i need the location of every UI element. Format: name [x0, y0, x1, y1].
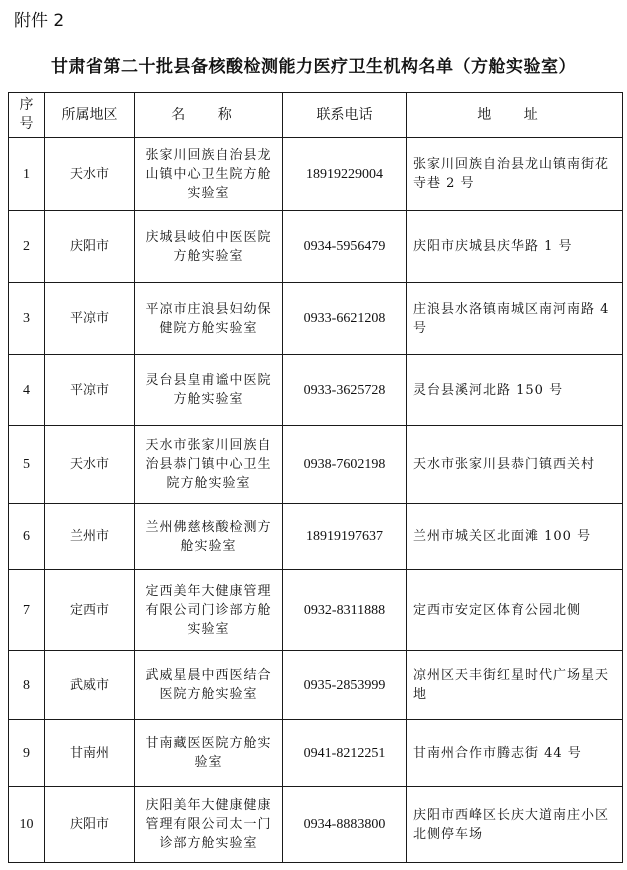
row-address: 庆阳市庆城县庆华路 1 号 [407, 211, 623, 283]
row-phone: 18919197637 [283, 504, 407, 570]
lab-list-table [8, 92, 623, 863]
row-address: 天水市张家川县恭门镇西关村 [407, 426, 623, 504]
row-phone: 0933-6621208 [283, 283, 407, 355]
table-row [9, 138, 623, 211]
row-no: 2 [9, 211, 45, 283]
table-row [9, 651, 623, 720]
row-region: 武威市 [45, 651, 135, 720]
row-name: 甘南藏医医院方舱实验室 [135, 720, 283, 787]
row-region: 天水市 [45, 138, 135, 211]
header-address: 地 址 [407, 93, 623, 138]
row-no: 9 [9, 720, 45, 787]
row-address: 定西市安定区体育公园北侧 [407, 570, 623, 651]
row-region: 庆阳市 [45, 787, 135, 863]
row-address: 甘南州合作市腾志街 44 号 [407, 720, 623, 787]
row-phone: 18919229004 [283, 138, 407, 211]
header-region: 所属地区 [45, 93, 135, 138]
row-no: 6 [9, 504, 45, 570]
row-address: 灵台县溪河北路 150 号 [407, 355, 623, 426]
row-name: 平凉市庄浪县妇幼保健院方舱实验室 [135, 283, 283, 355]
row-phone: 0932-8311888 [283, 570, 407, 651]
table-row [9, 283, 623, 355]
table-row [9, 570, 623, 651]
row-region: 平凉市 [45, 355, 135, 426]
row-region: 甘南州 [45, 720, 135, 787]
row-name: 灵台县皇甫谧中医院方舱实验室 [135, 355, 283, 426]
row-region: 庆阳市 [45, 211, 135, 283]
row-name: 兰州佛慈核酸检测方舱实验室 [135, 504, 283, 570]
row-no: 7 [9, 570, 45, 651]
row-address: 兰州市城关区北面滩 100 号 [407, 504, 623, 570]
table-row [9, 504, 623, 570]
row-no: 4 [9, 355, 45, 426]
row-no: 3 [9, 283, 45, 355]
header-no: 序号 [9, 93, 45, 138]
row-address: 庆阳市西峰区长庆大道南庄小区北侧停车场 [407, 787, 623, 863]
header-phone: 联系电话 [283, 93, 407, 138]
row-region: 平凉市 [45, 283, 135, 355]
table-row [9, 355, 623, 426]
row-no: 5 [9, 426, 45, 504]
row-region: 定西市 [45, 570, 135, 651]
row-phone: 0935-2853999 [283, 651, 407, 720]
row-address: 庄浪县水洛镇南城区南河南路 4 号 [407, 283, 623, 355]
row-name: 张家川回族自治县龙山镇中心卫生院方舱实验室 [135, 138, 283, 211]
table-row [9, 787, 623, 863]
row-region: 兰州市 [45, 504, 135, 570]
table-header-row [9, 93, 623, 138]
row-address: 张家川回族自治县龙山镇南街花寺巷 2 号 [407, 138, 623, 211]
row-name: 庆城县岐伯中医医院方舱实验室 [135, 211, 283, 283]
row-no: 10 [9, 787, 45, 863]
table-row [9, 211, 623, 283]
row-name: 定西美年大健康管理有限公司门诊部方舱实验室 [135, 570, 283, 651]
table-row [9, 426, 623, 504]
row-name: 天水市张家川回族自治县恭门镇中心卫生院方舱实验室 [135, 426, 283, 504]
row-phone: 0941-8212251 [283, 720, 407, 787]
row-phone: 0934-8883800 [283, 787, 407, 863]
row-name: 武威星晨中西医结合医院方舱实验室 [135, 651, 283, 720]
row-region: 天水市 [45, 426, 135, 504]
row-phone: 0933-3625728 [283, 355, 407, 426]
row-name: 庆阳美年大健康健康管理有限公司太一门诊部方舱实验室 [135, 787, 283, 863]
header-name: 名 称 [135, 93, 283, 138]
document-title: 甘肃省第二十批县备核酸检测能力医疗卫生机构名单（方舱实验室） [51, 57, 576, 77]
row-phone: 0938-7602198 [283, 426, 407, 504]
row-phone: 0934-5956479 [283, 211, 407, 283]
table-row [9, 720, 623, 787]
row-address: 凉州区天丰街红星时代广场星天地 [407, 651, 623, 720]
row-no: 8 [9, 651, 45, 720]
attachment-label: 附件 2 [14, 11, 65, 31]
row-no: 1 [9, 138, 45, 211]
